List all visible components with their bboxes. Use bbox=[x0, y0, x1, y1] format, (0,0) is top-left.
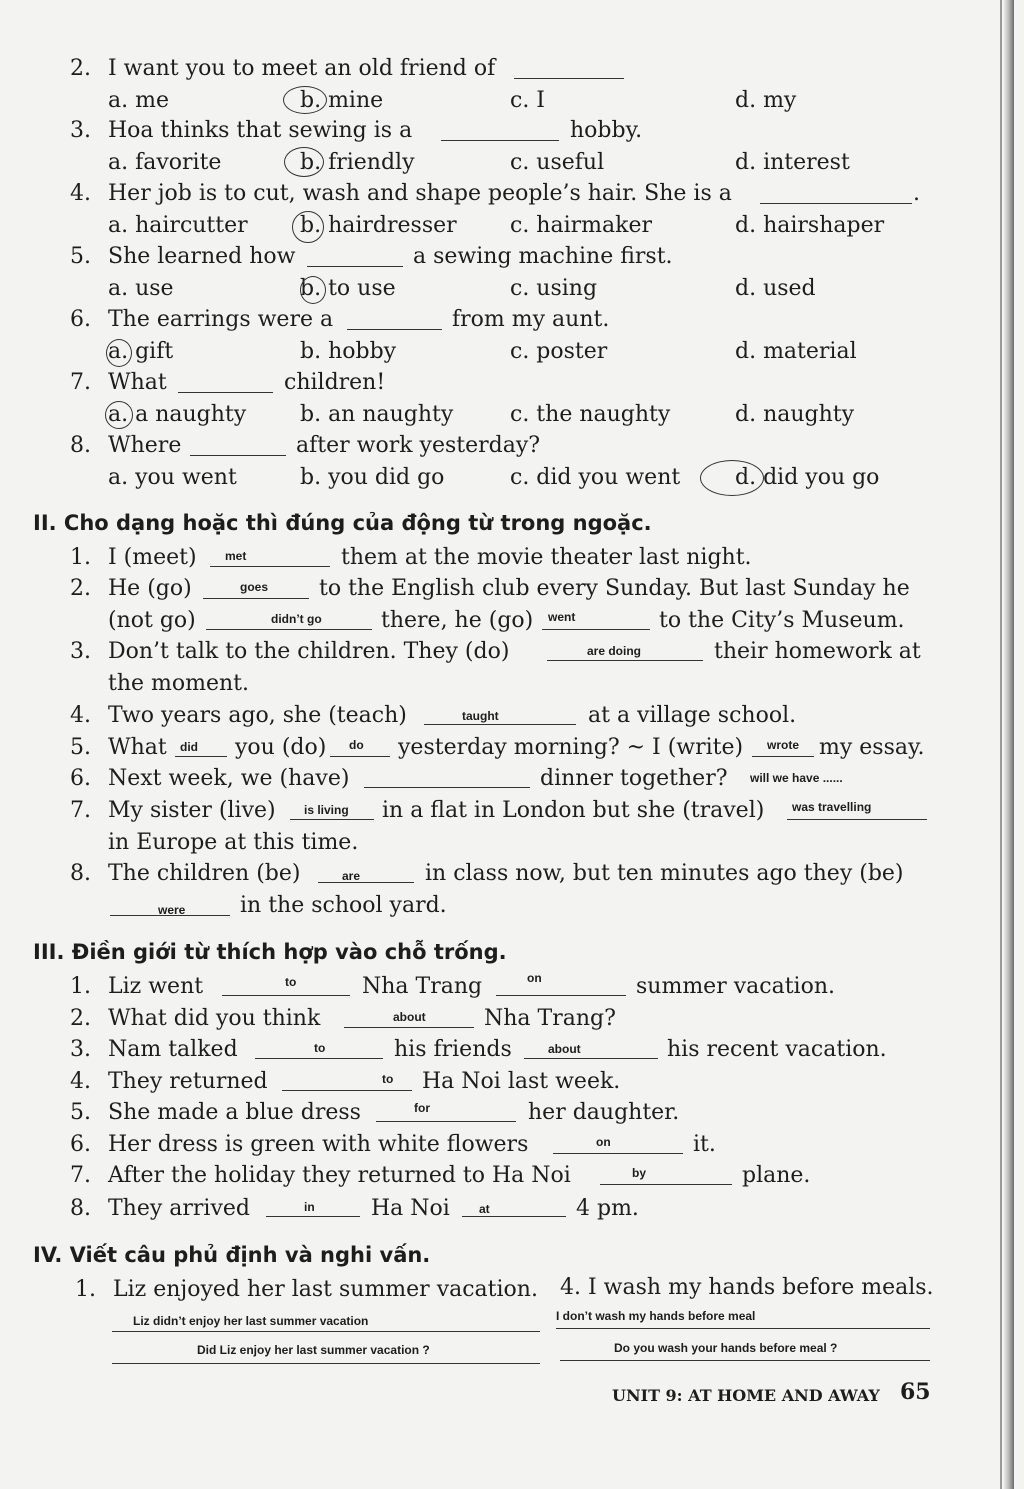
question-text: plane. bbox=[742, 1163, 811, 1188]
question-text: What bbox=[108, 370, 167, 395]
answer-blank bbox=[556, 1328, 930, 1329]
question-text: (not go) bbox=[108, 608, 196, 633]
option-d: d. did you go bbox=[735, 465, 880, 490]
question-text: Ha Noi last week. bbox=[422, 1069, 621, 1094]
question-number: 6. bbox=[70, 1132, 91, 1157]
answer-blank bbox=[112, 1363, 540, 1364]
answer-blank bbox=[441, 140, 559, 141]
option-c: c. using bbox=[510, 276, 598, 301]
question-text: He (go) bbox=[108, 576, 192, 601]
question-text: his friends bbox=[394, 1037, 512, 1062]
question-text: Hoa thinks that sewing is a bbox=[108, 118, 413, 143]
question-text: She made a blue dress bbox=[108, 1100, 361, 1125]
question-number: 4. bbox=[70, 181, 91, 206]
handwritten-answer: in bbox=[304, 1200, 315, 1214]
answer-blank bbox=[560, 1360, 930, 1361]
question-text: in class now, but ten minutes ago they (be) bbox=[425, 861, 904, 886]
question-text: in Europe at this time. bbox=[108, 830, 359, 855]
answer-blank bbox=[255, 1058, 383, 1059]
handwritten-answer: about bbox=[548, 1042, 581, 1056]
question-text: 4 pm. bbox=[576, 1196, 639, 1221]
page-spine-line bbox=[1000, 0, 1002, 1489]
question-text-after: hobby. bbox=[570, 118, 643, 143]
question-text-after: after work yesterday? bbox=[296, 433, 541, 458]
question-text: you (do) bbox=[235, 735, 327, 760]
answer-circle bbox=[284, 147, 324, 177]
handwritten-answer: are doing bbox=[587, 644, 642, 658]
handwritten-answer: will we have ...... bbox=[750, 771, 843, 785]
page-number: 65 bbox=[900, 1379, 931, 1405]
question-number: 1. bbox=[70, 974, 91, 999]
handwritten-answer: for bbox=[414, 1101, 430, 1115]
option-a: a. you went bbox=[108, 465, 237, 490]
question-number: 4. bbox=[70, 703, 91, 728]
question-number: 3. bbox=[70, 118, 91, 143]
handwritten-answer: wrote bbox=[767, 738, 800, 752]
question-text: I wash my hands before meals. bbox=[588, 1275, 934, 1300]
answer-blank bbox=[178, 392, 273, 393]
handwritten-answer: were bbox=[158, 903, 186, 917]
handwritten-answer: at bbox=[479, 1202, 490, 1216]
answer-blank bbox=[376, 1121, 516, 1122]
answer-blank bbox=[318, 882, 414, 883]
question-number: 5. bbox=[70, 1100, 91, 1125]
question-text: at a village school. bbox=[588, 703, 797, 728]
question-text: to the English club every Sunday. But last Sunday he bbox=[319, 576, 910, 601]
answer-circle bbox=[300, 276, 326, 304]
option-c: c. did you went bbox=[510, 465, 681, 490]
question-number: 3. bbox=[70, 1037, 91, 1062]
option-b: b. hobby bbox=[300, 339, 397, 364]
question-text: it. bbox=[693, 1132, 716, 1157]
handwritten-answer: met bbox=[225, 549, 247, 563]
option-a: a. me bbox=[108, 88, 169, 113]
handwritten-answer: Do you wash your hands before meal ? bbox=[614, 1341, 838, 1355]
handwritten-answer: to bbox=[314, 1041, 326, 1055]
handwritten-answer: to bbox=[382, 1072, 394, 1086]
answer-blank bbox=[496, 995, 626, 996]
question-text: in the school yard. bbox=[240, 893, 447, 918]
question-text: them at the movie theater last night. bbox=[341, 545, 752, 570]
question-text: my essay. bbox=[819, 735, 925, 760]
question-text: yesterday morning? ~ I (write) bbox=[398, 735, 744, 760]
option-d: d. used bbox=[735, 276, 816, 301]
question-text: Liz enjoyed her last summer vacation. bbox=[113, 1277, 538, 1302]
answer-blank bbox=[542, 629, 650, 630]
option-a: a. haircutter bbox=[108, 213, 248, 238]
answer-circle bbox=[292, 211, 324, 243]
option-d: d. interest bbox=[735, 150, 850, 175]
option-b: b. to use bbox=[300, 276, 396, 301]
handwritten-answer: goes bbox=[240, 580, 269, 594]
option-d: d. naughty bbox=[735, 402, 855, 427]
section-heading: II. Cho dạng hoặc thì đúng của động từ trong ngoặc. bbox=[33, 511, 652, 535]
question-text: I (meet) bbox=[108, 545, 197, 570]
answer-blank bbox=[203, 598, 309, 599]
answer-blank bbox=[110, 915, 230, 916]
question-text-after: . bbox=[913, 181, 920, 206]
question-number: 1. bbox=[70, 545, 91, 570]
option-b: b. you did go bbox=[300, 465, 445, 490]
question-text: She learned how bbox=[108, 244, 296, 269]
question-number: 5. bbox=[70, 735, 91, 760]
question-text: her daughter. bbox=[528, 1100, 680, 1125]
handwritten-answer: are bbox=[342, 869, 361, 883]
question-text: Her dress is green with white flowers bbox=[108, 1132, 529, 1157]
question-text: in a flat in London but she (travel) bbox=[382, 798, 765, 823]
answer-blank bbox=[600, 1184, 732, 1185]
question-number: 2. bbox=[70, 576, 91, 601]
option-c: c. poster bbox=[510, 339, 608, 364]
option-a: a. favorite bbox=[108, 150, 222, 175]
question-text: Nam talked bbox=[108, 1037, 238, 1062]
handwritten-answer: by bbox=[632, 1166, 647, 1180]
unit-footer: UNIT 9: AT HOME AND AWAY bbox=[612, 1386, 880, 1405]
answer-blank bbox=[760, 203, 912, 204]
answer-blank bbox=[364, 787, 530, 788]
answer-blank bbox=[462, 1216, 566, 1217]
option-c: c. useful bbox=[510, 150, 605, 175]
question-number: 2. bbox=[70, 56, 91, 81]
question-text: I want you to meet an old friend of bbox=[108, 56, 496, 81]
answer-blank bbox=[175, 756, 227, 757]
question-text: Where bbox=[108, 433, 182, 458]
option-b: b. friendly bbox=[300, 150, 415, 175]
answer-blank bbox=[752, 756, 814, 757]
handwritten-answer: do bbox=[349, 738, 364, 752]
question-text: Two years ago, she (teach) bbox=[108, 703, 407, 728]
question-text: Liz went bbox=[108, 974, 204, 999]
question-number: 8. bbox=[70, 1196, 91, 1221]
handwritten-answer: didn’t go bbox=[271, 612, 322, 626]
question-number: 3. bbox=[70, 639, 91, 664]
question-text: summer vacation. bbox=[636, 974, 835, 999]
question-text: Her job is to cut, wash and shape people’s hair. She is a bbox=[108, 181, 732, 206]
question-number: 7. bbox=[70, 1163, 91, 1188]
question-text: their homework at bbox=[714, 639, 921, 664]
handwritten-answer: on bbox=[596, 1135, 611, 1149]
answer-circle bbox=[105, 401, 133, 429]
handwritten-answer: is living bbox=[304, 803, 349, 817]
question-text: his recent vacation. bbox=[667, 1037, 887, 1062]
question-text: Don’t talk to the children. They (do) bbox=[108, 639, 510, 664]
question-text: Nha Trang bbox=[362, 974, 483, 999]
question-text: The earrings were a bbox=[108, 307, 334, 332]
question-number: 4. bbox=[70, 1069, 91, 1094]
handwritten-answer: Did Liz enjoy her last summer vacation ? bbox=[197, 1343, 430, 1357]
answer-blank bbox=[307, 266, 403, 267]
handwritten-answer: I don’t wash my hands before meal bbox=[556, 1309, 756, 1323]
answer-blank bbox=[547, 660, 703, 661]
page-spine bbox=[1004, 0, 1014, 1489]
handwritten-answer: about bbox=[393, 1010, 426, 1024]
question-text-after: a sewing machine first. bbox=[413, 244, 673, 269]
option-a: a. gift bbox=[108, 339, 174, 364]
answer-blank bbox=[290, 819, 374, 820]
handwritten-answer: to bbox=[285, 975, 297, 989]
answer-blank bbox=[282, 1090, 412, 1091]
handwritten-answer: was travelling bbox=[792, 800, 872, 814]
answer-circle bbox=[283, 86, 327, 114]
question-text: dinner together? bbox=[540, 766, 728, 791]
handwritten-answer: went bbox=[548, 610, 576, 624]
option-d: d. material bbox=[735, 339, 857, 364]
answer-blank bbox=[112, 1331, 540, 1332]
question-text: the moment. bbox=[108, 671, 250, 696]
question-number: 7. bbox=[70, 370, 91, 395]
question-text: there, he (go) bbox=[381, 608, 534, 633]
answer-blank bbox=[424, 724, 576, 725]
question-number: 8. bbox=[70, 861, 91, 886]
option-a: a. a naughty bbox=[108, 402, 247, 427]
question-number: 6. bbox=[70, 766, 91, 791]
answer-blank bbox=[222, 995, 350, 996]
handwritten-answer: did bbox=[180, 740, 198, 754]
question-text-after: children! bbox=[284, 370, 386, 395]
answer-blank bbox=[347, 329, 442, 330]
option-c: c. hairmaker bbox=[510, 213, 652, 238]
question-text: My sister (live) bbox=[108, 798, 276, 823]
answer-blank bbox=[344, 1027, 474, 1028]
section-heading: IV. Viết câu phủ định và nghi vấn. bbox=[33, 1243, 431, 1267]
option-c: c. I bbox=[510, 88, 545, 113]
option-c: c. the naughty bbox=[510, 402, 671, 427]
question-text: Nha Trang? bbox=[484, 1006, 616, 1031]
handwritten-answer: taught bbox=[462, 709, 499, 723]
question-number: 7. bbox=[70, 798, 91, 823]
answer-blank bbox=[553, 1153, 683, 1154]
question-text: Ha Noi bbox=[371, 1196, 450, 1221]
option-b: b. an naughty bbox=[300, 402, 454, 427]
question-number: 4. bbox=[560, 1275, 581, 1300]
option-d: d. hairshaper bbox=[735, 213, 885, 238]
answer-blank bbox=[266, 1216, 360, 1217]
question-text: After the holiday they returned to Ha Noi bbox=[108, 1163, 571, 1188]
answer-blank bbox=[330, 756, 390, 757]
option-a: a. use bbox=[108, 276, 174, 301]
handwritten-answer: on bbox=[527, 971, 542, 985]
answer-circle bbox=[700, 460, 764, 496]
question-number: 5. bbox=[70, 244, 91, 269]
question-number: 1. bbox=[75, 1277, 96, 1302]
question-text: What did you think bbox=[108, 1006, 321, 1031]
answer-blank bbox=[190, 455, 286, 456]
handwritten-answer: Liz didn’t enjoy her last summer vacation bbox=[133, 1314, 369, 1328]
question-text: The children (be) bbox=[108, 861, 301, 886]
question-text: to the City’s Museum. bbox=[659, 608, 905, 633]
answer-blank bbox=[210, 566, 330, 567]
option-b: b. hairdresser bbox=[300, 213, 457, 238]
option-b: b. mine bbox=[300, 88, 384, 113]
answer-circle bbox=[106, 339, 132, 367]
option-d: d. my bbox=[735, 88, 797, 113]
question-text: Next week, we (have) bbox=[108, 766, 350, 791]
answer-blank bbox=[514, 78, 624, 79]
question-number: 8. bbox=[70, 433, 91, 458]
question-text: What bbox=[108, 735, 167, 760]
question-number: 6. bbox=[70, 307, 91, 332]
answer-blank bbox=[206, 629, 372, 630]
answer-blank bbox=[524, 1058, 658, 1059]
question-text-after: from my aunt. bbox=[452, 307, 610, 332]
question-text: They returned bbox=[108, 1069, 268, 1094]
question-text: They arrived bbox=[108, 1196, 251, 1221]
answer-blank bbox=[787, 819, 927, 820]
section-heading: III. Điền giới từ thích hợp vào chỗ trống. bbox=[33, 940, 507, 964]
question-number: 2. bbox=[70, 1006, 91, 1031]
